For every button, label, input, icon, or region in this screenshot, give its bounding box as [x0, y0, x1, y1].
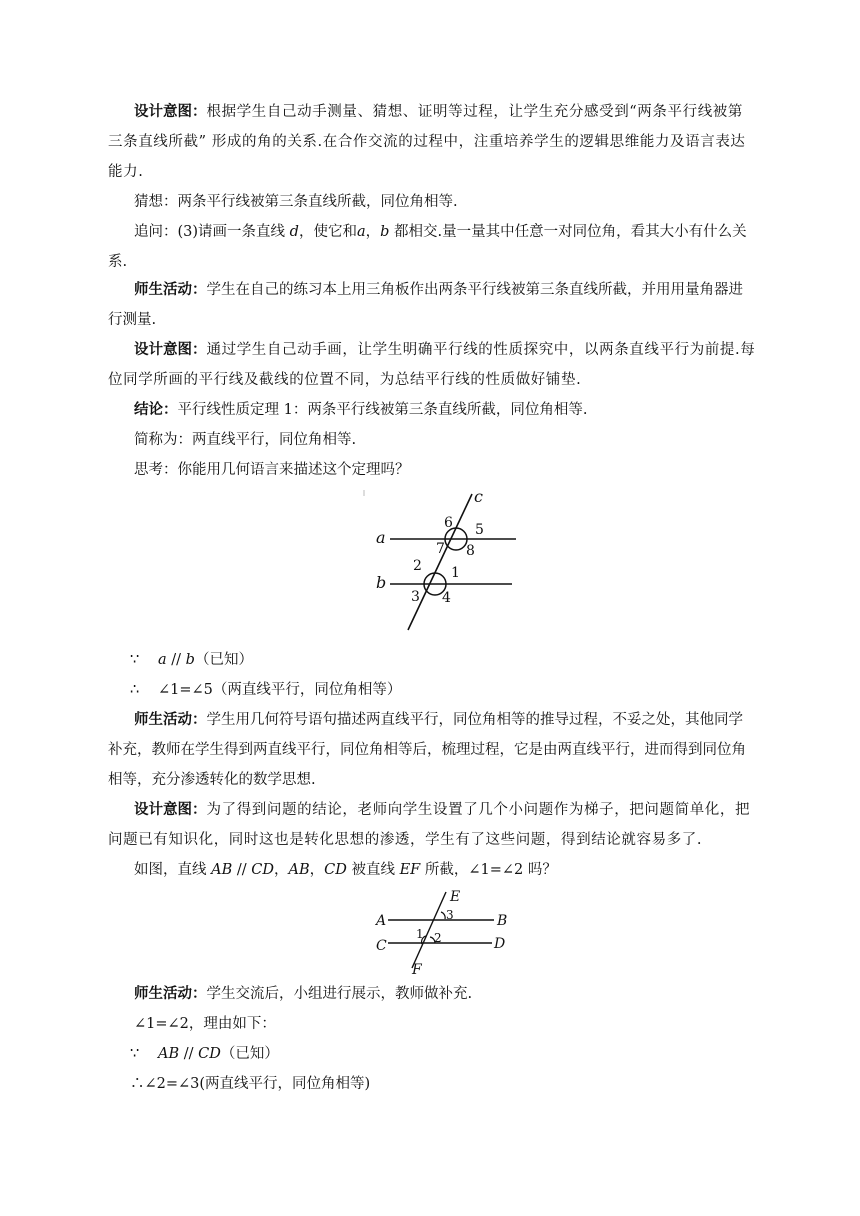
- parallel-lines-figure-1: [360, 484, 530, 636]
- conjecture-text: 猜想：两条平行线被第三条直线所截，同位角相等.: [134, 194, 458, 210]
- design-intent-label: 设计意图：: [134, 103, 207, 120]
- svg-text:E: E: [450, 889, 461, 905]
- reason-intro: ∠1=∠2，理由如下：: [134, 1016, 276, 1032]
- short-name-text: 简称为：两直线平行，同位角相等.: [134, 432, 357, 448]
- svg-text:1: 1: [451, 565, 460, 581]
- svg-text:4: 4: [442, 590, 451, 606]
- activity-paragraph-2: 师生活动：学生用几何符号语句描述两直线平行，同位角相等的推导过程，不妥之处，其他同学补充，教师在学生得到两直线平行，同位角相等后，梳理过程，它是由两直线平行，进而得到同位角相等，充分渗透转化的数学思想.: [108, 711, 746, 788]
- example-question: 如图，直线 AB // CD，AB，CD 被直线 EF 所截，∠1=∠2 吗？: [134, 862, 557, 878]
- label-b: b: [376, 573, 387, 592]
- svg-text:2: 2: [434, 931, 442, 945]
- label-c: c: [474, 487, 483, 506]
- design-intent-paragraph-3: 设计意图：为了得到问题的结论，老师向学生设置了几个小问题作为梯子，把问题简单化，把问题已有知识化，同时这也是转化思想的渗透，学生有了这些问题，得到结论就容易多了.: [108, 801, 751, 848]
- svg-text:5: 5: [475, 522, 484, 538]
- svg-text:D: D: [494, 936, 506, 952]
- activity-paragraph-1: 师生活动：学生在自己的练习本上用三角板作出两条平行线被第三条直线所截，并用用量角器进行测量.: [108, 281, 743, 328]
- svg-text:A: A: [376, 913, 387, 929]
- parallel-lines-figure-2: [366, 886, 516, 974]
- svg-text:3: 3: [411, 589, 420, 605]
- svg-text:8: 8: [466, 543, 475, 559]
- angle-3-arc: [441, 912, 445, 919]
- therefore-line-2: ∴∠2=∠3(两直线平行，同位角相等): [130, 1076, 371, 1092]
- svg-text:1: 1: [416, 927, 424, 941]
- conclusion-paragraph: 结论：平行线性质定理 1：两条平行线被第三条直线所截，同位角相等.: [134, 401, 588, 418]
- since-line-1: ∵ a // b（已知）: [130, 652, 253, 668]
- svg-text:3: 3: [446, 908, 454, 922]
- label-a: a: [376, 528, 386, 547]
- think-question: 思考：你能用几何语言来描述这个定理吗？: [134, 462, 410, 478]
- svg-text:B: B: [497, 913, 508, 929]
- therefore-line-1: ∴ ∠1=∠5（两直线平行，同位角相等）: [130, 682, 402, 698]
- design-intent-paragraph-1: [108, 97, 756, 187]
- svg-text:7: 7: [436, 541, 445, 557]
- design-intent-paragraph-2: 设计意图：通过学生自己动手画，让学生明确平行线的性质探究中，以两条直线平行为前提.每位同学所画的平行线及截线的位置不同，为总结平行线的性质做好铺垫.: [108, 341, 756, 388]
- design-intent-text: 根据学生自己动手测量、猜想、证明等过程，让学生充分感受到“两条平行线被第三条直线所截” 形成的角的关系.在合作交流的过程中，注重培养学生的逻辑思维能力及语言表达能力.: [108, 104, 746, 180]
- svg-text:C: C: [376, 938, 387, 954]
- svg-text:F: F: [412, 962, 422, 974]
- activity-paragraph-3: 师生活动：学生交流后，小组进行展示，教师做补充.: [134, 985, 473, 1002]
- svg-text:2: 2: [413, 558, 422, 574]
- svg-text:6: 6: [444, 515, 453, 531]
- since-line-2: ∵ AB // CD（已知）: [130, 1046, 279, 1062]
- follow-up-question: 追问：(3)请画一条直线 d，使它和a，b 都相交.量一量其中任意一对同位角，看其大小有什么关系.: [108, 224, 747, 270]
